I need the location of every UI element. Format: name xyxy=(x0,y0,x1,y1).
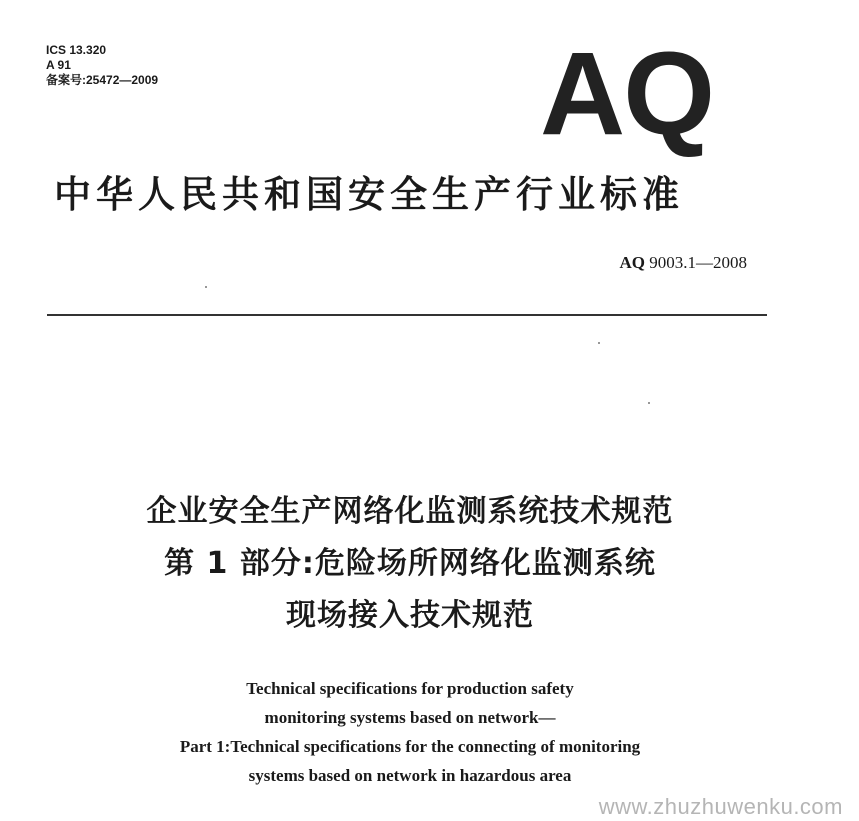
record-number: 备案号:25472—2009 xyxy=(46,73,159,87)
standard-number xyxy=(620,252,748,274)
site-watermark: www.zhuzhuwenku.com xyxy=(598,794,843,819)
scan-speck xyxy=(648,402,650,404)
standard-title: 中华人民共和国安全生产行业标准 xyxy=(54,173,684,216)
chinese-title-line-1: 企业安全生产网络化监测系统技术规范 xyxy=(146,494,674,529)
english-title-line-3: Part 1:Technical specifications for the connecting of monitoring xyxy=(179,737,641,756)
english-title-line-1: Technical specifications for production safety xyxy=(246,679,574,698)
standard-code: AQ xyxy=(619,253,645,272)
standard-number-value: 9003.1—2008 xyxy=(649,253,747,272)
header-rule xyxy=(47,314,767,316)
classification-block xyxy=(46,43,158,88)
english-title-line-4: systems based on network in hazardous area xyxy=(248,766,572,785)
chinese-title-line-3: 现场接入技术规范 xyxy=(286,598,534,633)
aq-logo: AQ xyxy=(540,28,713,160)
chinese-title-line-2: 第 1 部分:危险场所网络化监测系统 xyxy=(164,546,656,581)
category-code: A 91 xyxy=(46,58,71,72)
english-title-line-2: monitoring systems based on network— xyxy=(264,708,556,727)
english-title xyxy=(0,674,820,790)
scan-speck xyxy=(205,286,207,288)
scan-speck xyxy=(598,342,600,344)
ics-code: ICS 13.320 xyxy=(46,43,107,57)
chinese-title xyxy=(0,486,820,642)
